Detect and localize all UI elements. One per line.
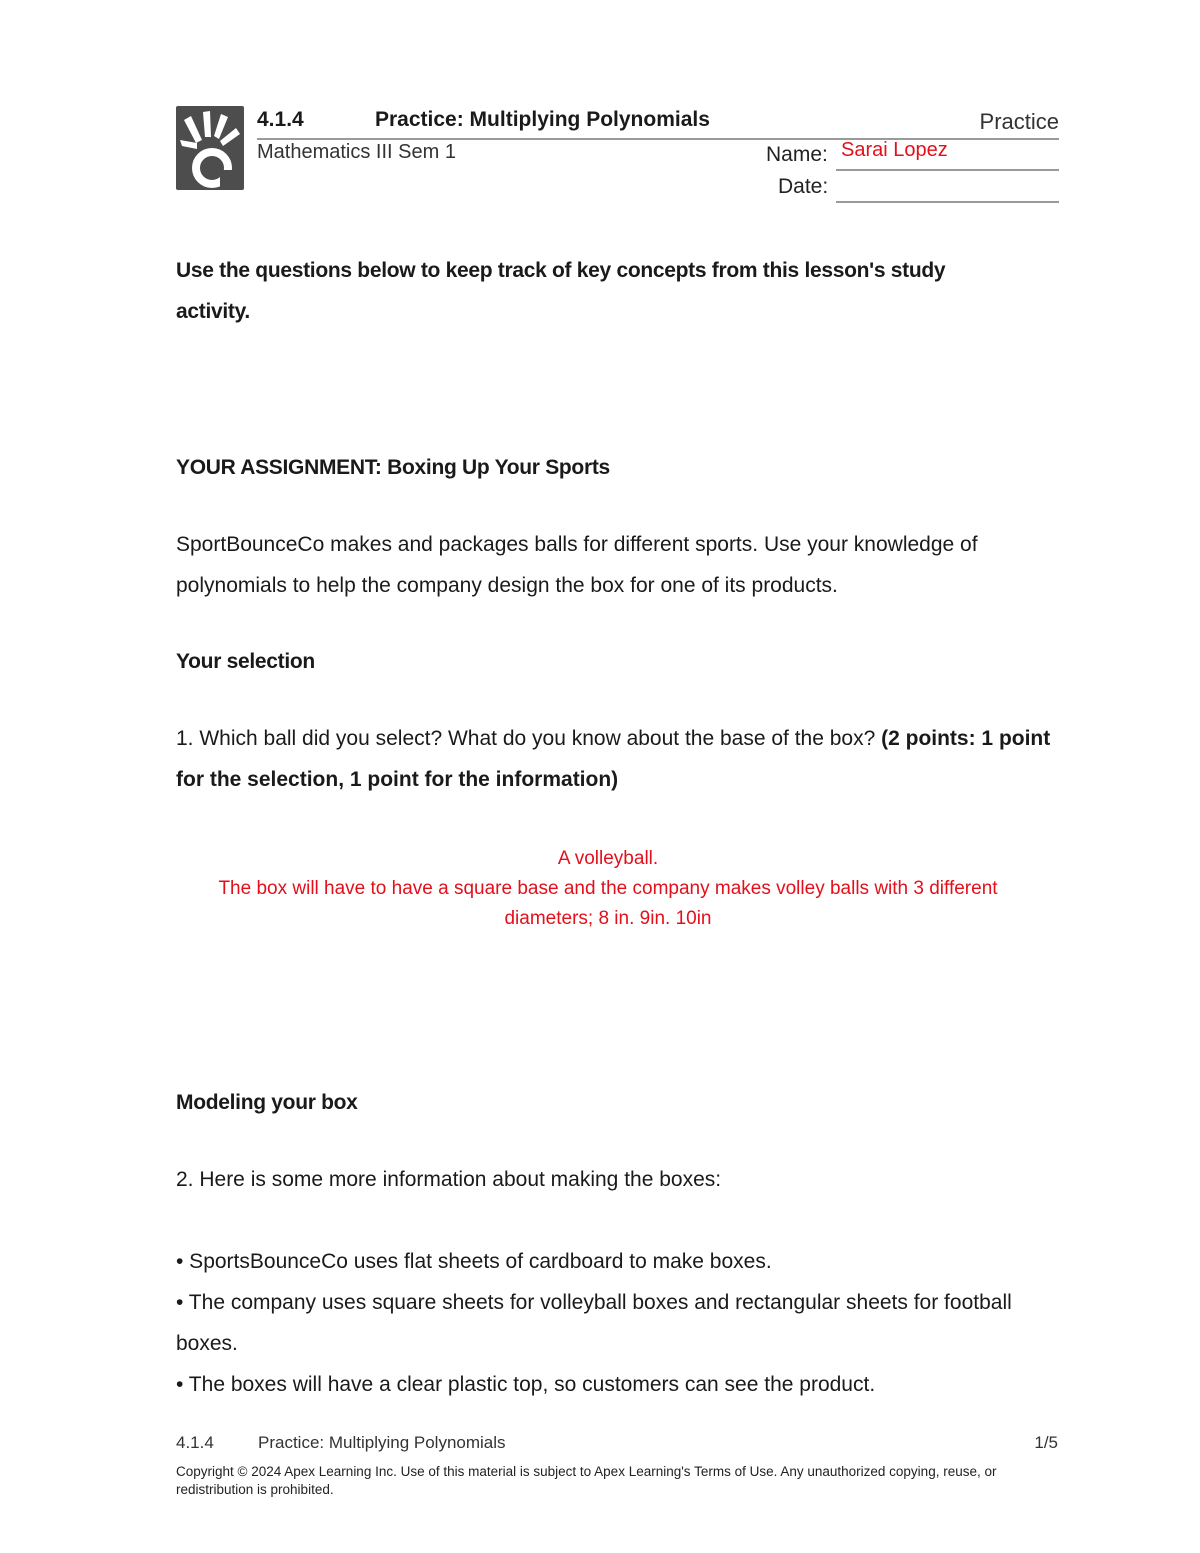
assignment-description: SportBounceCo makes and packages balls for different sports. Use your knowledge of polynomials to help the company design the box for one of its products. bbox=[176, 533, 978, 597]
answer-1[interactable] bbox=[176, 844, 1040, 934]
course-name: Mathematics III Sem 1 bbox=[257, 141, 456, 163]
modeling-heading: Modeling your box bbox=[176, 1091, 358, 1114]
date-underline bbox=[836, 201, 1059, 203]
intro-instructions: Use the questions below to keep track of key concepts from this lesson's study activity. bbox=[176, 259, 946, 323]
apex-learning-logo bbox=[176, 106, 244, 190]
date-label: Date: bbox=[778, 175, 829, 198]
name-field[interactable]: Sarai Lopez bbox=[841, 139, 948, 161]
selection-heading: Your selection bbox=[176, 650, 315, 673]
header-title-row bbox=[257, 108, 1059, 138]
footer-lesson-number: 4.1.4 bbox=[176, 1433, 214, 1452]
copyright-notice: Copyright © 2024 Apex Learning Inc. Use of this material is subject to Apex Learning's Terms of Use. Any unauthorized copying, reuse, or redistribution is prohibited. bbox=[176, 1464, 997, 1497]
page-number: 1/5 bbox=[1034, 1433, 1058, 1452]
list-item: • The company uses square sheets for volleyball boxes and rectangular sheets for football boxes. bbox=[176, 1291, 1012, 1355]
activity-type-label: Practice bbox=[979, 109, 1059, 134]
question-1-points: (2 points: 1 point for the selection, 1 point for the information) bbox=[176, 727, 1051, 791]
question-1 bbox=[176, 718, 1056, 800]
footer-lesson-title: Practice: Multiplying Polynomials bbox=[258, 1433, 506, 1452]
lesson-title: Practice: Multiplying Polynomials bbox=[375, 108, 710, 131]
question-2: 2. Here is some more information about making the boxes: bbox=[176, 1168, 722, 1191]
date-field[interactable] bbox=[841, 171, 1056, 199]
name-label: Name: bbox=[766, 143, 828, 166]
assignment-heading: YOUR ASSIGNMENT: Boxing Up Your Sports bbox=[176, 456, 610, 479]
question-1-text: 1. Which ball did you select? What do you know about the base of the box? bbox=[176, 727, 876, 750]
lesson-number: 4.1.4 bbox=[257, 108, 304, 131]
page-footer bbox=[176, 1433, 1058, 1459]
bullet-list bbox=[176, 1241, 1056, 1405]
answer-1-line1: A volleyball. bbox=[557, 848, 659, 869]
list-item: • SportsBounceCo uses flat sheets of cardboard to make boxes. bbox=[176, 1250, 772, 1273]
answer-1-line2: The box will have to have a square base and the company makes volley balls with 3 different diameters; 8 in. 9in. 10in bbox=[218, 878, 998, 929]
list-item: • The boxes will have a clear plastic top, so customers can see the product. bbox=[176, 1373, 876, 1396]
